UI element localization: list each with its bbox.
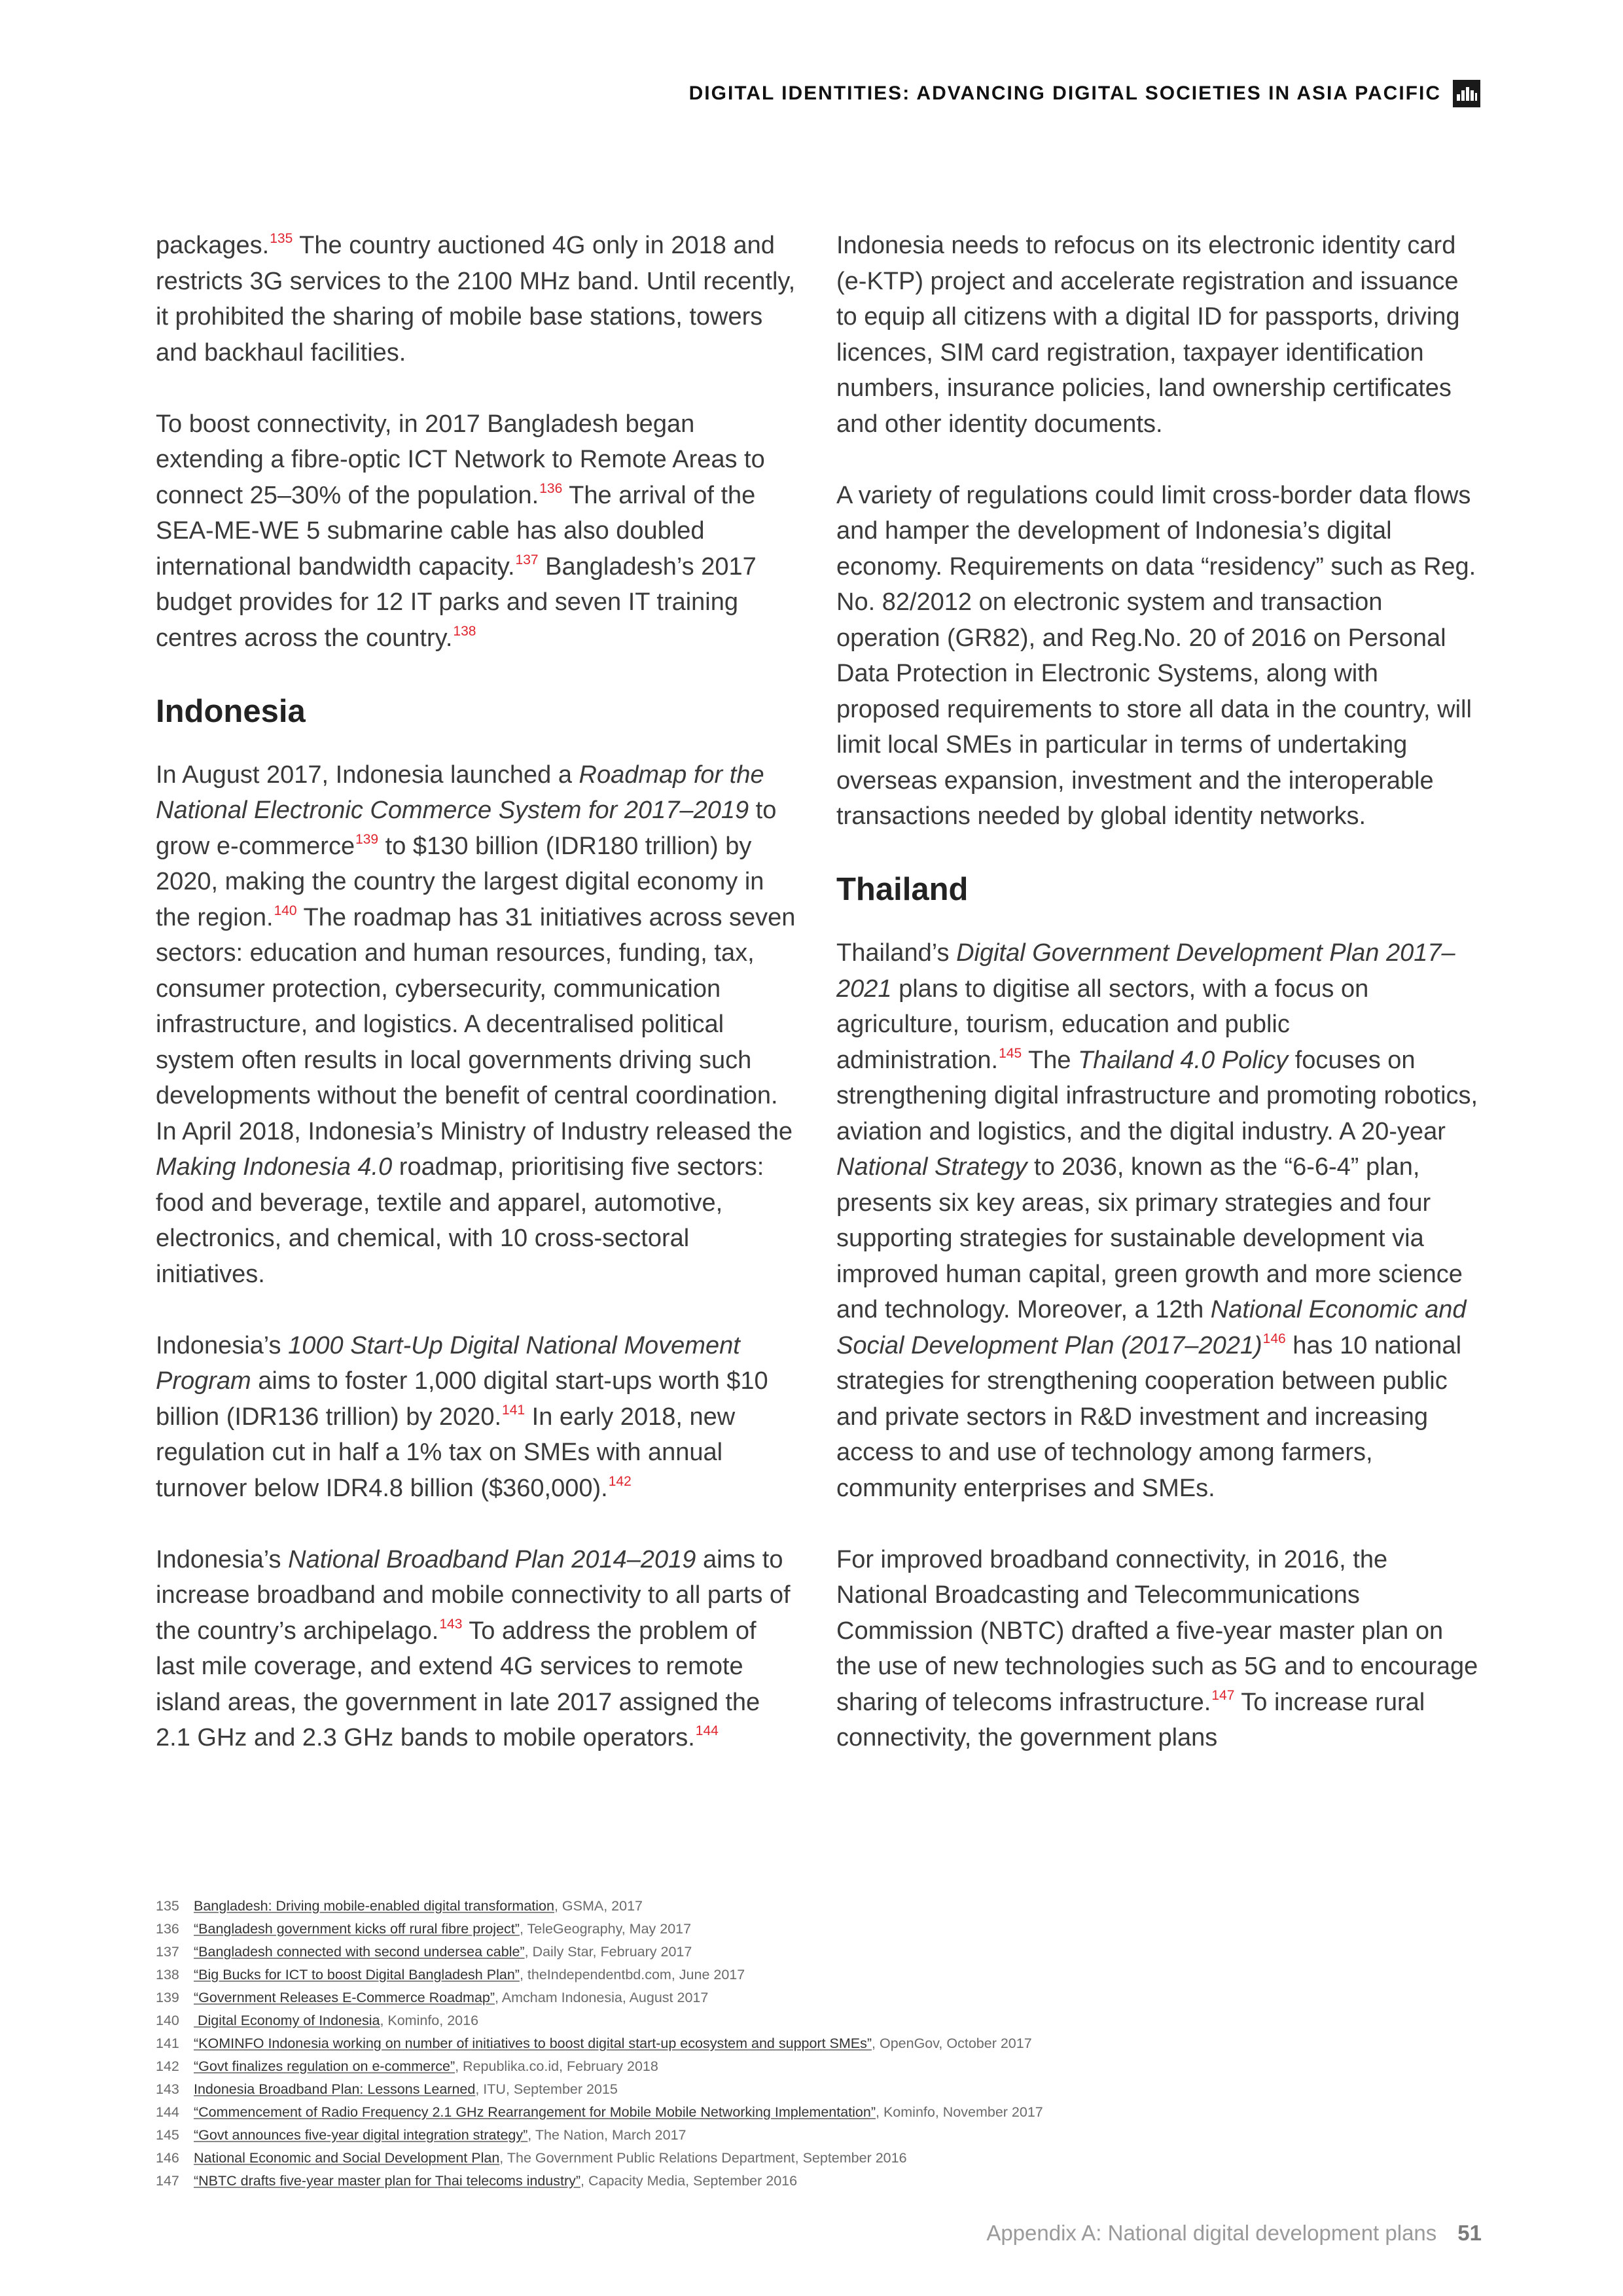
footnote-link[interactable]: Digital Economy of Indonesia bbox=[194, 2013, 380, 2028]
gsma-logo-icon bbox=[1453, 80, 1480, 107]
footnote-item: 139 “Government Releases E-Commerce Roadmap”, Amcham Indonesia, August 2017 bbox=[156, 1990, 709, 2005]
paragraph-indonesia-broadband: Indonesia’s National Broadband Plan 2014–2019 aims to increase broadband and mobile connectivity to all parts of the country’s archipelago.$^{143}$ To address the problem of last mile coverage, and extend 4G services to remote island areas, the government in late 2017 assigned the 2.1 GHz and 2.3 GHz bands to mobile operators.$^{144}$ bbox=[156, 1545, 791, 1751]
footnote-link[interactable]: “Bangladesh government kicks off rural fibre project” bbox=[194, 1921, 520, 1937]
paragraph-bangladesh-connectivity: To boost connectivity, in 2017 Bangladesh began extending a fibre-optic ICT Network to Remote Areas to connect 25–30% of the population.$^{136}$ The arrival of the SEA-ME-WE 5 submarine cable has also doubled international bandwidth capacity.$^{137}$ Bangladesh’s 2017 budget provides for 12 IT parks and seven IT training centres across the country.$^{138}$ bbox=[156, 410, 765, 652]
paragraph-indonesia-startups: Indonesia’s 1000 Start-Up Digital National Movement Program aims to foster 1,000 digital start-ups worth $10 billion (IDR136 trillion) by 2020.$^{141}$ In early 2018, new regulation cut in half a 1% tax on SMEs with annual turnover below IDR4.8 billion ($360,000).$^{142}$ bbox=[156, 1331, 768, 1502]
footnote-item: 140 Digital Economy of Indonesia, Kominfo, 2016 bbox=[156, 2013, 479, 2028]
heading-thailand: Thailand bbox=[836, 872, 969, 907]
footnote-ref[interactable]: 139 bbox=[355, 831, 379, 847]
paragraph-indonesia-regulations: A variety of regulations could limit cross-border data flows and hamper the development of Indonesia’s digital economy. Requirements on data “residency” such as Reg. No. 82/2012 on electronic system and transaction operation (GR82), and Reg.No. 20 of 2016 on Personal Data Protection in Electronic Systems, along with proposed requirements to store all data in the country, will limit local SMEs in particular in terms of undertaking overseas expansion, investment and the interoperable transactions needed by global identity networks. bbox=[836, 481, 1476, 830]
footnote-item: 142 “Govt finalizes regulation on e-commerce”, Republika.co.id, February 2018 bbox=[156, 2058, 658, 2074]
footnote-ref[interactable]: 144 bbox=[695, 1723, 719, 1738]
paragraph-indonesia-ektp: Indonesia needs to refocus on its electronic identity card (e-KTP) project and accelerate registration and issuance to equip all citizens with a digital ID for passports, driving licences, SIM card registration, taxpayer identification numbers, insurance policies, land ownership certificates and other identity documents. bbox=[836, 232, 1460, 438]
footnote-item: 144 “Commencement of Radio Frequency 2.1 GHz Rearrangement for Mobile Mobile Networking Implementation”, Kominfo, November 2017 bbox=[156, 2104, 1043, 2120]
right-column bbox=[836, 228, 1481, 1756]
footnote-item: 145 “Govt announces five-year digital integration strategy”, The Nation, March 2017 bbox=[156, 2127, 687, 2143]
footnote-ref[interactable]: 135 bbox=[270, 231, 293, 246]
header-title: DIGITAL IDENTITIES: ADVANCING DIGITAL SOCIETIES IN ASIA PACIFIC bbox=[688, 82, 1441, 104]
footnote-item: 138 “Big Bucks for ICT to boost Digital Bangladesh Plan”, theIndependentbd.com, June 2017 bbox=[156, 1967, 745, 1982]
footnote-ref[interactable]: 142 bbox=[608, 1473, 632, 1489]
footnote-ref[interactable]: 138 bbox=[453, 623, 476, 639]
footnote-ref[interactable]: 140 bbox=[274, 903, 297, 918]
footnote-item: 135 Bangladesh: Driving mobile-enabled digital transformation, GSMA, 2017 bbox=[156, 1898, 643, 1914]
page-footer bbox=[986, 2221, 1482, 2246]
paragraph-thailand-plans: Thailand’s Digital Government Development Plan 2017–2021 plans to digitise all sectors, with a focus on agriculture, tourism, education and public administration.$^{145}$ The Thailand 4.0 Policy focuses on strengthening digital infrastructure and promoting robotics, aviation and logistics, and the digital industry. A 20-year National Strategy to 2036, known as the “6-6-4” plan, presents six key areas, six primary strategies and four supporting strategies for sustainable development via improved human capital, green growth and more science and technology. Moreover, a 12th National Economic and Social Development Plan (2017–2021)$^{146}$ has 10 national strategies for strengthening cooperation between public and private sectors in R&D investment and increasing access to and use of technology among farmers, community enterprises and SMEs. bbox=[836, 939, 1478, 1502]
footnote-link[interactable]: “KOMINFO Indonesia working on number of initiatives to boost digital start-up ecosystem and support SMEs” bbox=[194, 2036, 872, 2051]
footnote-link[interactable]: “Big Bucks for ICT to boost Digital Bangladesh Plan” bbox=[194, 1967, 520, 1982]
footnote-link[interactable]: Indonesia Broadband Plan: Lessons Learned bbox=[194, 2081, 476, 2097]
footnote-link[interactable]: Bangladesh: Driving mobile-enabled digital transformation bbox=[194, 1898, 554, 1914]
page-header bbox=[689, 80, 1480, 107]
footnote-ref[interactable]: 141 bbox=[502, 1402, 526, 1418]
footnote-link[interactable]: “Govt finalizes regulation on e-commerce” bbox=[194, 2058, 455, 2074]
footnote-item: 136 “Bangladesh government kicks off rural fibre project”, TeleGeography, May 2017 bbox=[156, 1921, 692, 1937]
footnote-ref[interactable]: 143 bbox=[439, 1616, 463, 1632]
left-column bbox=[156, 228, 800, 1756]
paragraph-thailand-broadband: For improved broadband connectivity, in 2016, the National Broadcasting and Telecommunications Commission (NBTC) drafted a five-year master plan on the use of new technologies such as 5G and to encourage sharing of telecoms infrastructure.$^{147}$ To increase rural connectivity, the government plans bbox=[836, 1545, 1478, 1751]
footnote-link[interactable]: “Bangladesh connected with second undersea cable” bbox=[194, 1944, 525, 1960]
page-number: 51 bbox=[1457, 2221, 1482, 2245]
heading-indonesia: Indonesia bbox=[156, 693, 306, 729]
paragraph-bangladesh-spectrum: packages.$^{135}$ The country auctioned 4G only in 2018 and restricts 3G services to the 2100 MHz band. Until recently, it prohibited the sharing of mobile base stations, towers and backhaul facilities. bbox=[156, 231, 796, 367]
footnote-ref[interactable]: 146 bbox=[1262, 1331, 1286, 1346]
footnotes bbox=[156, 1895, 1465, 2193]
footnote-item: 147 “NBTC drafts five-year master plan for Thai telecoms industry”, Capacity Media, September 2016 bbox=[156, 2173, 798, 2189]
footnote-ref[interactable]: 147 bbox=[1211, 1687, 1235, 1703]
footnote-item: 141 “KOMINFO Indonesia working on number of initiatives to boost digital start-up ecosystem and support SMEs”, OpenGov, October 2017 bbox=[156, 2036, 1032, 2051]
footnote-item: 146 National Economic and Social Development Plan, The Government Public Relations Department, September 2016 bbox=[156, 2150, 907, 2166]
footer-section-title: Appendix A: National digital development plans bbox=[986, 2221, 1437, 2245]
footnote-ref[interactable]: 136 bbox=[539, 480, 563, 496]
footnote-link[interactable]: “Govt announces five-year digital integration strategy” bbox=[194, 2127, 528, 2143]
footnote-link[interactable]: “Government Releases E-Commerce Roadmap” bbox=[194, 1990, 495, 2005]
footnote-link[interactable]: National Economic and Social Development Plan bbox=[194, 2150, 500, 2166]
paragraph-indonesia-roadmap: In August 2017, Indonesia launched a Roadmap for the National Electronic Commerce System for 2017–2019 to grow e-commerce$^{139}$ to $130 billion (IDR180 trillion) by 2020, making the country the largest digital economy in the region.$^{140}$ The roadmap has 31 initiatives across seven sectors: education and human resources, funding, tax, consumer protection, cybersecurity, communication infrastructure, and logistics. A decentralised political system often results in local governments driving such developments without the benefit of central coordination. In April 2018, Indonesia’s Ministry of Industry released the Making Indonesia 4.0 roadmap, prioritising five sectors: food and beverage, textile and apparel, automotive, electronics, and chemical, with 10 cross-sectoral initiatives. bbox=[156, 761, 796, 1288]
footnote-item: 143 Indonesia Broadband Plan: Lessons Learned, ITU, September 2015 bbox=[156, 2081, 618, 2097]
footnote-ref[interactable]: 137 bbox=[515, 552, 539, 567]
footnote-link[interactable]: “Commencement of Radio Frequency 2.1 GHz Rearrangement for Mobile Mobile Networking Implementation” bbox=[194, 2104, 876, 2120]
footnote-ref[interactable]: 145 bbox=[999, 1045, 1022, 1061]
footnote-link[interactable]: “NBTC drafts five-year master plan for Thai telecoms industry” bbox=[194, 2173, 581, 2189]
footnote-item: 137 “Bangladesh connected with second undersea cable”, Daily Star, February 2017 bbox=[156, 1944, 692, 1960]
